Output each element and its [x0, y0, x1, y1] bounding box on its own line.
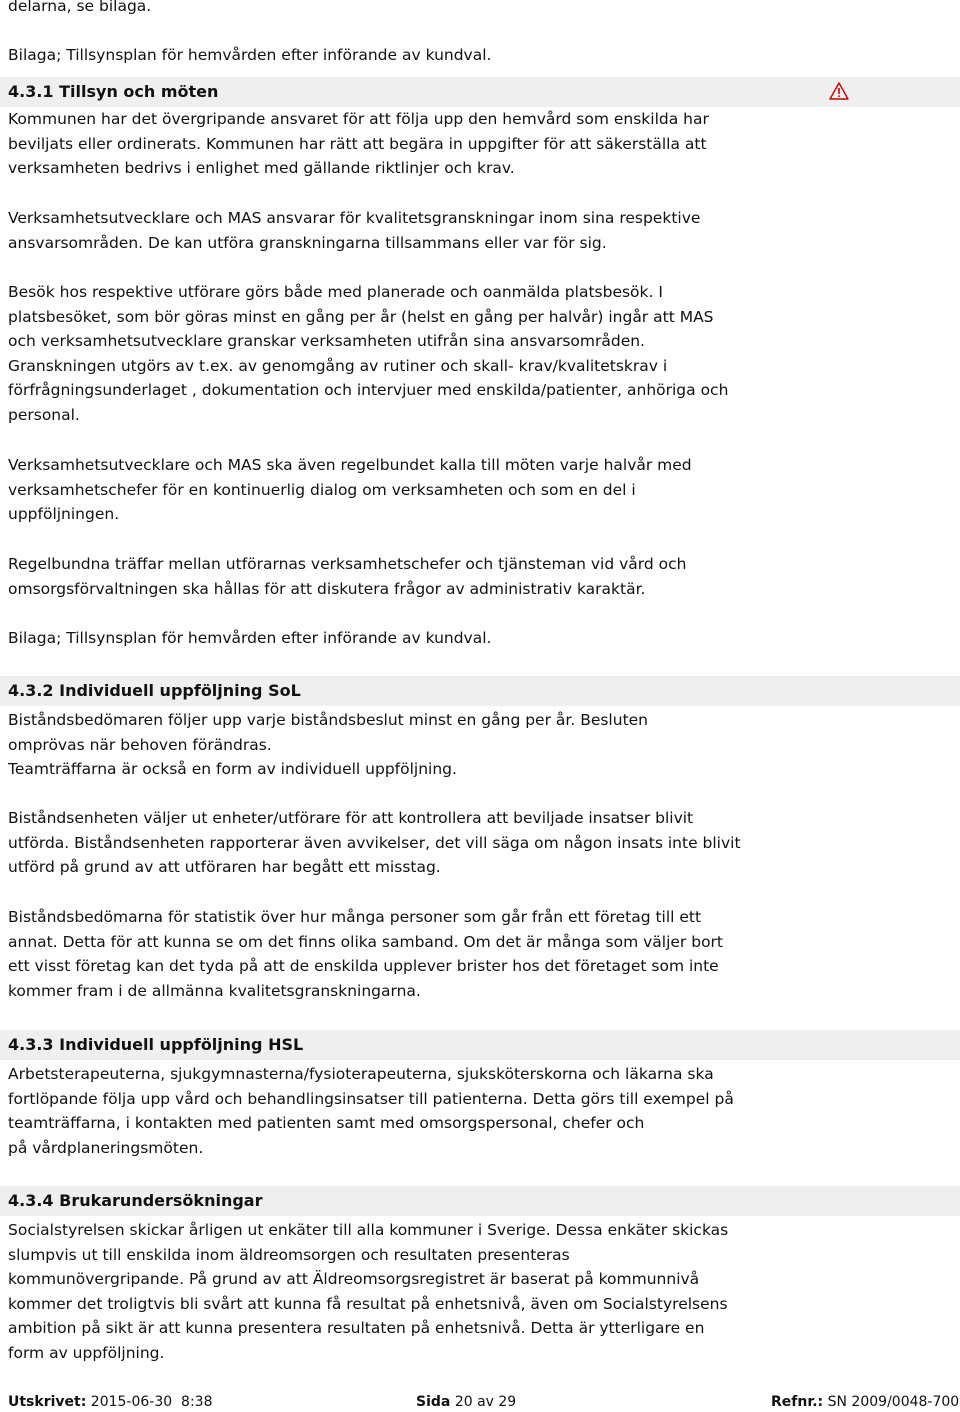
paragraph: Kommunen har det övergripande ansvaret för att följa upp den hemvård som enskilda har beviljats eller ordinerats. Kommunen har rätt att begära in uppgifter för att säkerställa att verksamheten bedrivs i enlighet med gällande riktlinjer och krav. — [8, 110, 709, 178]
paragraph: Socialstyrelsen skickar årligen ut enkäter till alla kommuner i Sverige. Dessa enkäter skickas slumpvis ut till enskilda inom äldreomsorgen och resultaten presenteras kommunövergripande. På grund av att Äldreomsorgsregistret är baserat på kommunnivå kommer det troligtvis bli svårt att kunna få resultat på enhetsnivå, även om Socialstyrelsens ambition på sikt är att kunna presentera resultaten på enhetsnivå. Detta är ytterligare en form av uppföljning. — [8, 1221, 729, 1362]
paragraph: Verksamhetsutvecklare och MAS ska även regelbundet kalla till möten varje halvår med verksamhetschefer för en kontinuerlig dialog om verksamheten och som en del i uppföljningen. — [8, 456, 692, 524]
bilaga-note-2: Bilaga; Tillsynsplan för hemvården efter införande av kundval. — [8, 629, 492, 647]
paragraph: Besök hos respektive utförare görs både med planerade och oanmälda platsbesök. I platsbesöket, som bör göras minst en gång per år (helst en gång per halvår) ingår att MAS och verksamhetsutvecklare granskar verksamheten utifrån sina ansvarsområden. Granskningen utgörs av t.ex. av genomgång av rutiner och skall- krav/kvalitetskrav i förfrågningsunderlaget , dokumentation och intervjuer med enskilda/patienter, anhöriga och personal. — [8, 283, 729, 424]
footer-page-number: Sida 20 av 29 — [416, 1394, 517, 1410]
paragraph: Biståndsenheten väljer ut enheter/utförare för att kontrollera att beviljade insatser blivit utförda. Biståndsenheten rapporterar även avvikelser, det vill säga om någon insats inte blivit utförd på grund av att utföraren har begått ett misstag. — [8, 809, 741, 877]
warning-icon[interactable] — [829, 82, 849, 100]
section-heading-431: 4.3.1 Tillsyn och möten — [0, 77, 960, 107]
paragraph: Biståndsbedömarna för statistik över hur många personer som går från ett företag till ett annat. Detta för att kunna se om det finns olika samband. Om det är många som väljer bort ett visst företag kan det tyda på att de enskilda upplever brister hos det företaget som inte kommer fram i de allmänna kvalitetsgranskningarna. — [8, 908, 723, 1000]
footer-reference: Refnr.: SN 2009/0048-700 — [771, 1394, 960, 1410]
section-heading-432: 4.3.2 Individuell uppföljning SoL — [0, 676, 960, 706]
paragraph: Arbetsterapeuterna, sjukgymnasterna/fysioterapeuterna, sjuksköterskorna och läkarna ska fortlöpande följa upp vård och behandlingsinsatser till patienterna. Detta görs till exempel på teamträffarna, i kontakten med patienten samt med omsorgspersonal, chefer och på vårdplaneringsmöten. — [8, 1065, 734, 1157]
paragraph: Biståndsbedömaren följer upp varje biståndsbeslut minst en gång per år. Besluten omprövas när behoven förändras. Teamträffarna är också en form av individuell uppföljning. — [8, 711, 649, 779]
top-fragment: delarna, se bilaga. — [8, 0, 152, 15]
section-heading-434: 4.3.4 Brukarundersökningar — [0, 1186, 960, 1216]
bilaga-note-1: Bilaga; Tillsynsplan för hemvården efter införande av kundval. — [8, 46, 492, 64]
paragraph: Regelbundna träffar mellan utförarnas verksamhetschefer och tjänsteman vid vård och omsorgsförvaltningen ska hållas för att diskutera frågor av administrativ karaktär. — [8, 555, 687, 598]
section-heading-433: 4.3.3 Individuell uppföljning HSL — [0, 1030, 960, 1060]
paragraph: Verksamhetsutvecklare och MAS ansvarar för kvalitetsgranskningar inom sina respektive ansvarsområden. De kan utföra granskningarna tillsammans eller var för sig. — [8, 209, 701, 252]
footer-printed: Utskrivet: 2015-06-30 8:38 — [8, 1394, 213, 1410]
